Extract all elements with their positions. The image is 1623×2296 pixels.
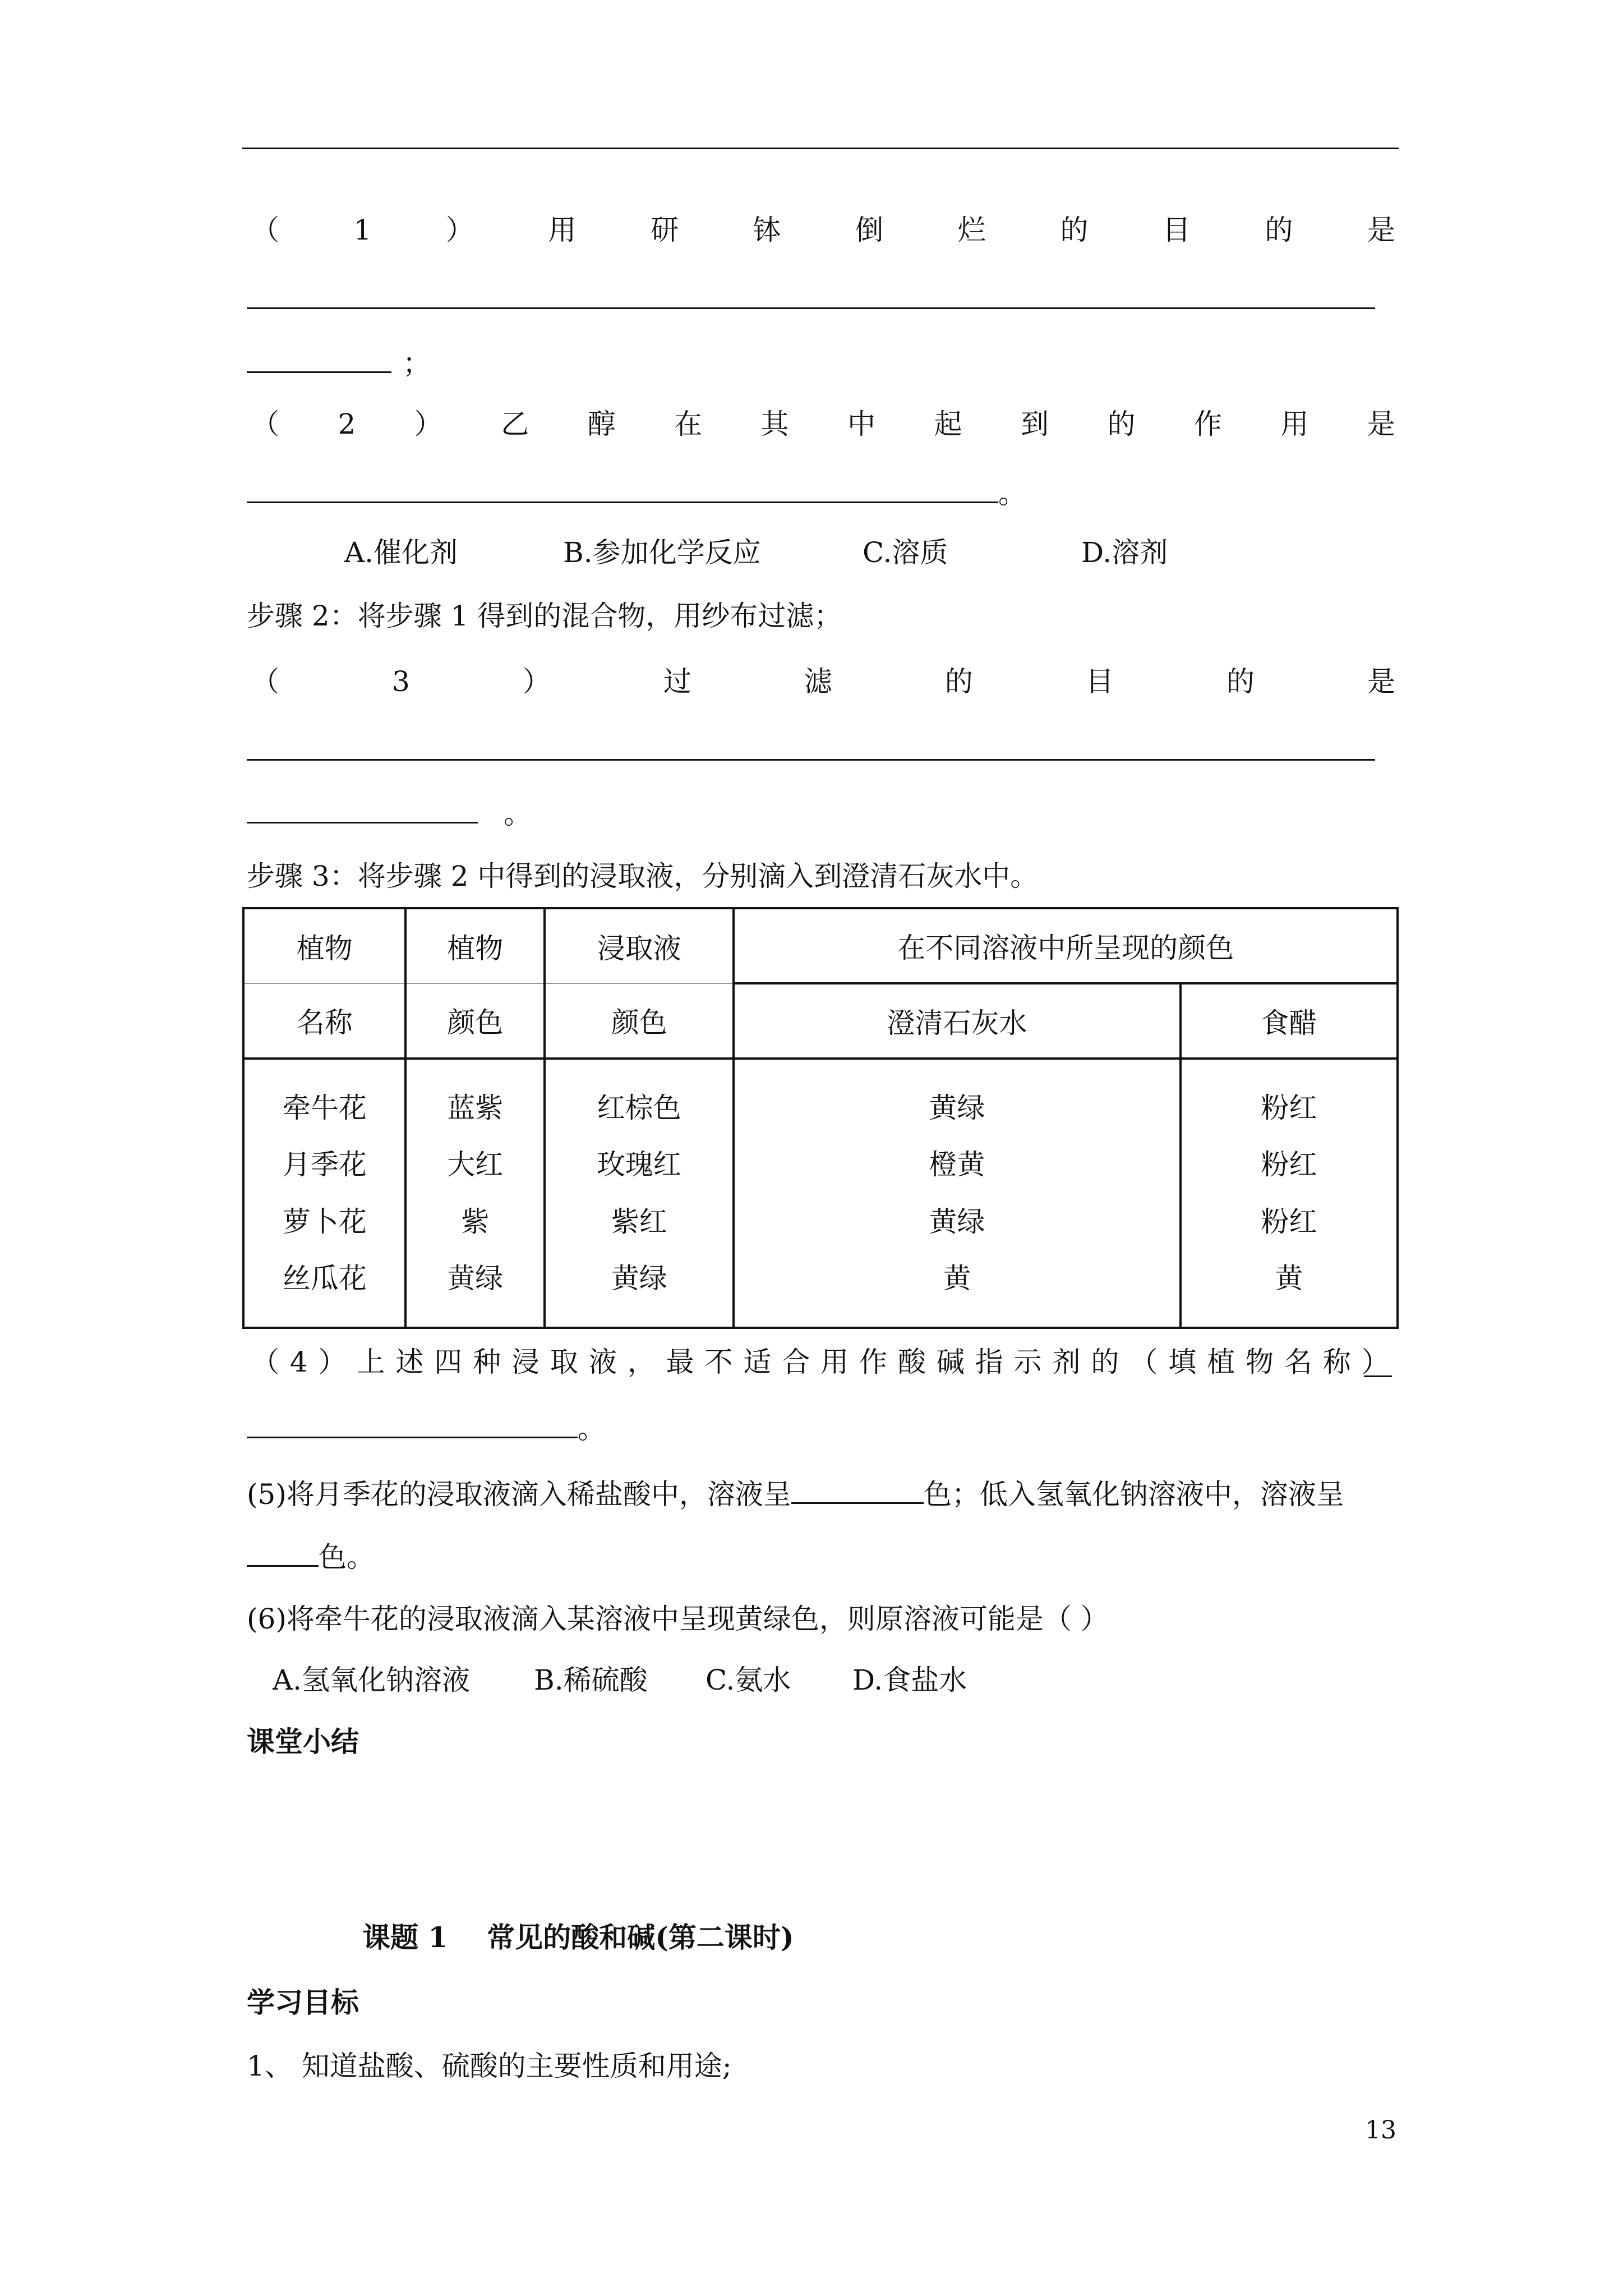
table-cell: 紫红 [611, 1205, 667, 1238]
question-char: 称 [1322, 1346, 1351, 1378]
question-char: ， [627, 1346, 656, 1378]
question-char: 中 [847, 408, 876, 440]
question-char: ） [318, 1346, 347, 1378]
table-cell: 萝卜花 [282, 1205, 367, 1238]
table-cell: 粉红 [1261, 1148, 1317, 1181]
header-rule [242, 148, 1399, 149]
question-char: 倒 [855, 214, 884, 246]
step-2: 步骤 2：将步骤 1 得到的混合物，用纱布过滤； [247, 600, 842, 632]
question-char: 的 [944, 665, 973, 698]
question-char: 滤 [804, 665, 832, 698]
section-heading-summary: 课堂小结 [247, 1725, 359, 1758]
question-char: ） [414, 408, 442, 440]
answer-line-q2: 。 [247, 476, 1026, 510]
question-char: 名 [1284, 1346, 1312, 1378]
col-extract-colors [545, 1059, 734, 1328]
question-char: 上 [357, 1346, 385, 1378]
question-char: 取 [550, 1346, 578, 1378]
question-char: 液 [588, 1346, 617, 1378]
question-char: 2 [338, 408, 356, 440]
goal-item-1: 1、 知道盐酸、硫酸的主要性质和用途; [247, 2050, 732, 2082]
question-char: 最 [666, 1346, 694, 1378]
question-6: (6)将牵牛花的浸取液滴入某溶液中呈现黄绿色，则原溶液可能是（ ） [247, 1603, 1109, 1635]
table-cell: 牵牛花 [282, 1092, 367, 1124]
question-char: 适 [743, 1346, 772, 1378]
header-cell: 浸取液 [545, 908, 734, 983]
question-char: 浸 [511, 1346, 540, 1378]
question-char: 用 [820, 1346, 849, 1378]
question-char: （ [251, 214, 279, 246]
lesson-title [362, 1921, 794, 1954]
question-char: 是 [1367, 408, 1395, 440]
question-char: 种 [473, 1346, 501, 1378]
question-char: 4 [289, 1346, 308, 1378]
table-cell: 紫 [461, 1205, 490, 1238]
header-cell: 颜色 [405, 983, 545, 1059]
question-char: 的 [1107, 408, 1136, 440]
color-table [242, 907, 1399, 1329]
table-cell: 粉红 [1261, 1205, 1317, 1238]
question-char: 3 [392, 665, 410, 698]
header-cell: 植物 [405, 908, 545, 983]
question-char: ） [445, 214, 474, 246]
question-char: 在 [674, 408, 703, 440]
question-1-line [251, 213, 1395, 247]
table-cell: 黄绿 [447, 1262, 504, 1295]
table-cell: 黄绿 [929, 1092, 985, 1124]
question-char: 不 [704, 1346, 733, 1378]
option-c: C.氨水 [706, 1664, 791, 1696]
header-cell: 颜色 [545, 983, 734, 1059]
question-char: 剂 [1052, 1346, 1081, 1378]
question-char: 钵 [753, 214, 781, 246]
question-char: 烂 [957, 214, 986, 246]
question-char: 填 [1168, 1346, 1197, 1378]
answer-line [247, 307, 1375, 309]
question-char: 的 [1091, 1346, 1119, 1378]
col-plant-names [243, 1059, 405, 1328]
option-d: D.溶剂 [1081, 536, 1168, 569]
header-cell: 食醋 [1181, 983, 1398, 1059]
question-char: 起 [934, 408, 962, 440]
col-vinegar [1181, 1059, 1398, 1328]
question-char: 物 [1245, 1346, 1274, 1378]
question-char: 是 [1367, 214, 1395, 246]
question-char: 乙 [501, 408, 529, 440]
table-cell: 黄 [1275, 1262, 1303, 1295]
answer-line-short: ； [247, 346, 431, 380]
question-3-line [251, 665, 1395, 698]
question-char: 四 [434, 1346, 463, 1378]
col-limewater [734, 1059, 1180, 1328]
question-4-line [251, 1345, 1390, 1379]
question-char: 其 [760, 408, 789, 440]
question-char: 是 [1367, 665, 1395, 698]
answer-line [247, 759, 1375, 761]
table-cell: 橙黄 [929, 1148, 985, 1181]
option-a: A.催化剂 [344, 536, 458, 569]
lesson-title-text: 常见的酸和碱(第二课时) [487, 1921, 794, 1954]
question-char: 过 [663, 665, 691, 698]
question-char: 碱 [936, 1346, 965, 1378]
option-b: B.稀硫酸 [534, 1664, 648, 1696]
table-cell: 大红 [447, 1148, 504, 1181]
question-char: 研 [651, 214, 679, 246]
question-char: 酸 [897, 1346, 926, 1378]
question-5-cont: 色。 [247, 1539, 375, 1574]
answer-line-q4: 。 [247, 1411, 606, 1446]
question-char: 到 [1021, 408, 1049, 440]
question-char: 示 [1013, 1346, 1042, 1378]
question-2-line [251, 407, 1395, 441]
question-char: 的 [1060, 214, 1089, 246]
table-cell: 玫瑰红 [597, 1148, 681, 1181]
table-cell: 粉红 [1261, 1092, 1317, 1124]
q4-underline-end [1364, 1375, 1392, 1377]
table-cell: 黄 [943, 1262, 971, 1295]
header-cell: 名称 [243, 983, 405, 1059]
question-char: （ [251, 408, 279, 440]
option-b: B.参加化学反应 [563, 536, 761, 569]
table-cell: 黄绿 [611, 1262, 667, 1295]
question-char: 的 [1226, 665, 1255, 698]
col-plant-colors [405, 1059, 545, 1328]
question-char: 合 [782, 1346, 810, 1378]
question-char: 目 [1085, 665, 1114, 698]
question-char: （ [251, 665, 279, 698]
question-char: 用 [548, 214, 577, 246]
options-q2 [344, 536, 1168, 569]
page-number: 13 [1365, 2116, 1396, 2145]
question-char: 指 [975, 1346, 1003, 1378]
question-char: 述 [395, 1346, 424, 1378]
question-char: 的 [1265, 214, 1293, 246]
option-c: C.溶质 [863, 536, 948, 569]
section-heading-goals: 学习目标 [247, 1986, 359, 2019]
table-cell: 月季花 [282, 1148, 367, 1181]
question-char: 用 [1280, 408, 1309, 440]
options-q6 [273, 1663, 967, 1697]
option-a: A.氢氧化钠溶液 [273, 1664, 471, 1696]
question-char: 目 [1162, 214, 1191, 246]
table-cell: 黄绿 [929, 1205, 985, 1238]
answer-line-q3: 。 [247, 796, 532, 831]
table-cell: 红棕色 [597, 1092, 681, 1124]
table-cell: 丝瓜花 [282, 1262, 367, 1295]
lesson-label: 课题 1 [362, 1921, 448, 1954]
header-cell: 澄清石灰水 [734, 983, 1180, 1059]
question-char: 作 [859, 1346, 888, 1378]
question-5: (5)将月季花的浸取液滴入稀盐酸中，溶液呈 色；低入氢氧化钠溶液中，溶液呈 [247, 1476, 1344, 1511]
step-3: 步骤 3：将步骤 2 中得到的浸取液，分别滴入到澄清石灰水中。 [247, 860, 1039, 892]
option-d: D.食盐水 [852, 1664, 967, 1696]
question-char: （ [1129, 1346, 1158, 1378]
question-char: （ [251, 1346, 279, 1378]
question-char: 1 [353, 214, 372, 246]
question-char: ） [522, 665, 551, 698]
table-cell: 蓝紫 [447, 1092, 504, 1124]
header-cell: 植物 [243, 908, 405, 983]
question-char: 作 [1193, 408, 1222, 440]
question-char: ） [1361, 1346, 1390, 1378]
header-cell: 在不同溶液中所呈现的颜色 [734, 908, 1398, 983]
question-char: 醇 [587, 408, 616, 440]
question-char: 植 [1207, 1346, 1235, 1378]
